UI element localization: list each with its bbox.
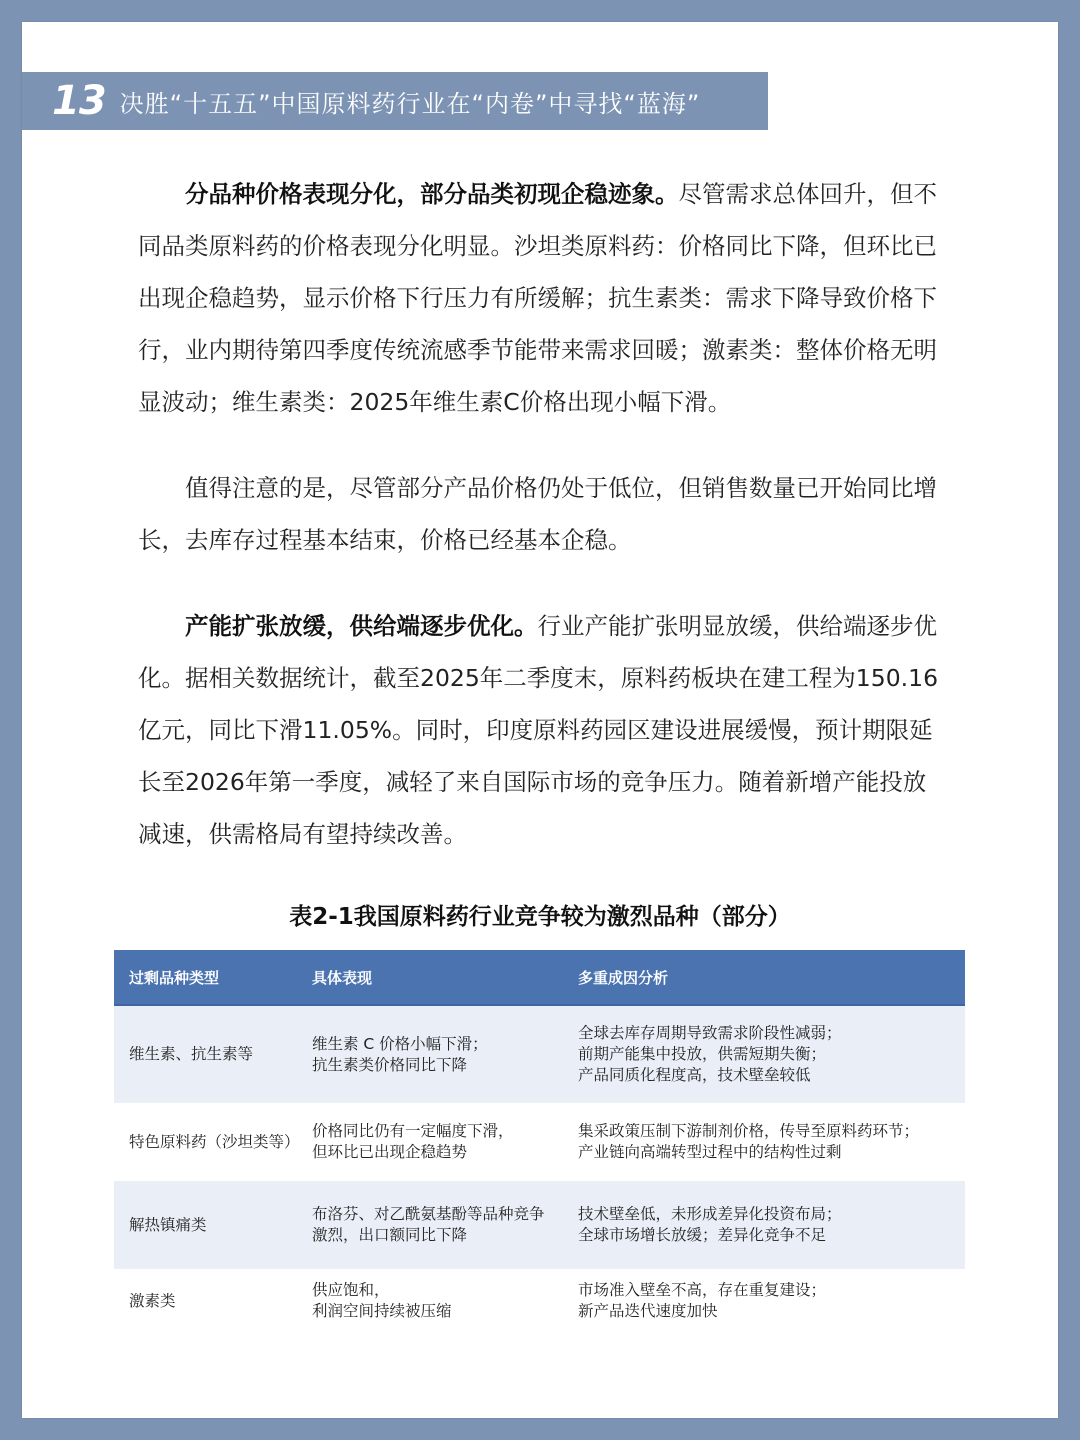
cell-line: 全球市场增长放缓；差异化竞争不足 bbox=[578, 1226, 827, 1244]
competition-table bbox=[114, 950, 965, 1333]
table-row bbox=[114, 1269, 965, 1333]
cell-line: 但环比已出现企稳趋势 bbox=[312, 1143, 468, 1161]
cell-line: 抗生素类价格同比下降 bbox=[312, 1055, 468, 1074]
paragraph-lead: 产能扩张放缓，供给端逐步优化。 bbox=[185, 612, 538, 640]
cell-causes bbox=[578, 1121, 965, 1163]
cell-performance bbox=[312, 1280, 578, 1322]
document-page bbox=[22, 22, 1058, 1418]
table-row bbox=[114, 1006, 965, 1103]
chapter-title: 决胜“十五五”中国原料药行业在“内卷”中寻找“蓝海” bbox=[119, 89, 701, 118]
chapter-number: 13 bbox=[52, 78, 106, 124]
paragraph-price-differentiation bbox=[138, 168, 946, 428]
table-row bbox=[114, 1181, 965, 1269]
cell-line: 技术壁垒低，未形成差异化投资布局； bbox=[578, 1205, 842, 1223]
paragraph-capacity bbox=[138, 600, 946, 860]
cell-causes bbox=[578, 1023, 965, 1086]
paragraph-text: 尽管需求总体回升，但不同品类原料药的价格表现分化明显。沙坦类原料药：价格同比下降，但环比已出现企稳趋势，显示价格下行压力有所缓解；抗生素类：需求下降导致价格下行，业内期待第四季度传统流感季节能带来需求回暖；激素类：整体价格无明显波动；维生素类：2025年维生素C价格出现小幅下滑。 bbox=[138, 180, 937, 416]
cell-line: 维生素 C 价格小幅下滑； bbox=[312, 1034, 488, 1053]
header-type: 过剩品种类型 bbox=[129, 968, 220, 987]
table-header-row bbox=[114, 950, 965, 1006]
cell-causes bbox=[578, 1204, 965, 1246]
cell-line: 市场准入壁垒不高，存在重复建设； bbox=[578, 1281, 827, 1299]
paragraph-destocking bbox=[138, 462, 946, 566]
cell-performance bbox=[312, 1121, 578, 1163]
cell-line: 价格同比仍有一定幅度下滑， bbox=[312, 1122, 514, 1140]
cell-line: 前期产能集中投放，供需短期失衡； bbox=[578, 1045, 827, 1063]
cell-line: 产品同质化程度高，技术壁垒较低 bbox=[578, 1066, 811, 1084]
cell-type: 激素类 bbox=[129, 1291, 176, 1310]
cell-type: 特色原料药（沙坦类等） bbox=[129, 1132, 300, 1151]
table-row bbox=[114, 1103, 965, 1181]
cell-causes bbox=[578, 1280, 965, 1322]
article-body bbox=[138, 168, 946, 860]
cell-performance bbox=[312, 1034, 578, 1076]
cell-line: 供应饱和， bbox=[312, 1281, 390, 1299]
cell-line: 产业链向高端转型过程中的结构性过剩 bbox=[578, 1143, 842, 1161]
cell-performance bbox=[312, 1204, 578, 1246]
cell-line: 新产品迭代速度加快 bbox=[578, 1302, 718, 1320]
cell-type: 维生素、抗生素等 bbox=[129, 1045, 254, 1063]
cell-line: 激烈，出口额同比下降 bbox=[312, 1226, 468, 1244]
header-performance: 具体表现 bbox=[312, 968, 373, 987]
paragraph-text: 值得注意的是，尽管部分产品价格仍处于低位，但销售数量已开始同比增长，去库存过程基本结束，价格已经基本企稳。 bbox=[138, 474, 937, 554]
table-title: 表2-1我国原料药行业竞争较为激烈品种（部分） bbox=[289, 904, 791, 930]
paragraph-text: 行业产能扩张明显放缓，供给端逐步优化。据相关数据统计，截至2025年二季度末，原料药板块在建工程为150.16亿元，同比下滑11.05%。同时，印度原料药园区建设进展缓慢，预计期限延长至2026年第一季度，减轻了来自国际市场的竞争压力。随着新增产能投放减速，供需格局有望持续改善。 bbox=[138, 612, 939, 848]
cell-line: 集采政策压制下游制剂价格，传导至原料药环节； bbox=[578, 1122, 920, 1140]
cell-type: 解热镇痛类 bbox=[129, 1215, 207, 1234]
cell-line: 全球去库存周期导致需求阶段性减弱； bbox=[578, 1024, 842, 1042]
header-causes: 多重成因分析 bbox=[578, 968, 669, 987]
cell-line: 利润空间持续被压缩 bbox=[312, 1302, 452, 1320]
cell-line: 布洛芬、对乙酰氨基酚等品种竞争 bbox=[312, 1205, 545, 1223]
paragraph-lead: 分品种价格表现分化，部分品类初现企稳迹象。 bbox=[185, 180, 679, 208]
chapter-header-band bbox=[22, 72, 768, 130]
